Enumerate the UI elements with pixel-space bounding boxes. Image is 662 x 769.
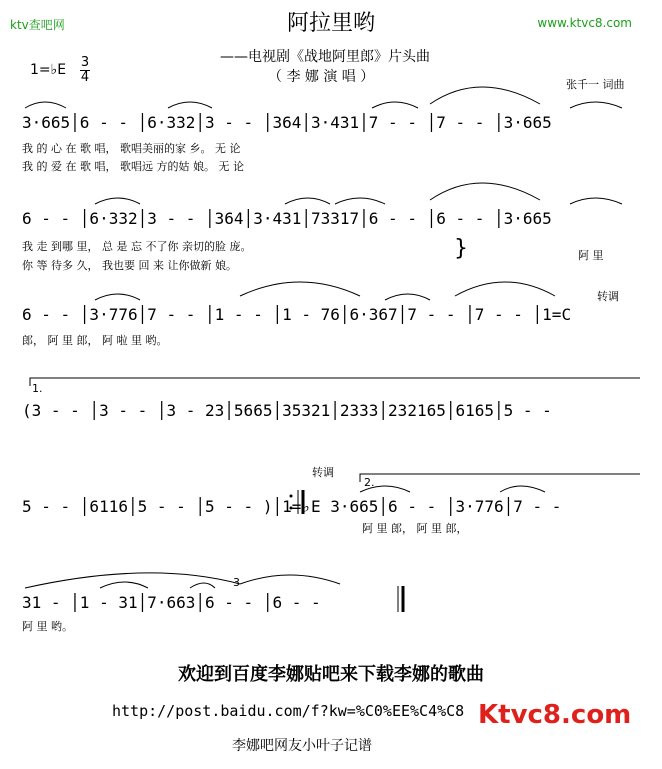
song-subtitle: ——电视剧《战地阿里郎》片头曲 [220, 49, 430, 65]
notation-row-4: (3 - - │3 - - │3 - 23│5665│35321│2333│232165│6165│5 - - [22, 401, 552, 420]
lyric-row-1-verse-2: 我 的 爱 在 歌 唱， 歌唱远 方的姑 娘。 无 论 [22, 160, 244, 173]
notation-row-6: 31 - │1 - 31│7·663│6 - - │6 - - [22, 593, 321, 612]
lyric-row-2-side: 阿 里 [578, 249, 604, 262]
ktvc8-logo: Ktvc8.com [478, 700, 632, 730]
singer-line: （ 李 娜 演 唱 ） [268, 69, 375, 85]
time-top: 3 [80, 55, 90, 70]
lyric-row-6: 阿 里 哟。 [22, 620, 73, 633]
download-banner: 欢迎到百度李娜贴吧来下载李娜的歌曲 [178, 664, 484, 685]
lyric-row-2-verse-2: 你 等 待多 久， 我也要 回 来 让你做新 娘。 [22, 259, 237, 272]
notation-row-3: 6 - - │3·776│7 - - │1 - - │1 - 76│6·367│7 - - │7 - - │1=C [22, 305, 572, 324]
lyric-row-5: 阿 里 郎， 阿 里 郎， [362, 522, 468, 535]
notation-row-1: 3·665│6 - - │6·332│3 - - │364│3·431│7 - - │7 - - │3·665 [22, 113, 552, 132]
triplet-mark: 3 [233, 576, 240, 589]
tieba-url[interactable]: http://post.baidu.com/f?kw=%C0%EE%C4%C8 [112, 702, 465, 720]
time-bottom: 4 [80, 70, 90, 85]
modulation-hint-row-3: 转调 [597, 290, 619, 303]
site-name-left: ktv查吧网 [10, 18, 65, 32]
notation-row-5: 5 - - │6116│5 - - │5 - - )│1=♭E 3·665│6 - - │3·776│7 - - [22, 497, 562, 516]
composer-credit: 张千一 词曲 [566, 78, 625, 91]
verse-brace: } [454, 236, 468, 261]
modulation-hint-row-5: 转调 [312, 466, 334, 479]
notation-row-2: 6 - - │6·332│3 - - │364│3·431│73317│6 - - │6 - - │3·665 [22, 209, 552, 228]
second-ending-mark: 2. [364, 476, 375, 489]
lyric-row-3: 郎， 阿 里 郎， 阿 啦 里 哟。 [22, 334, 168, 347]
transcriber-credit: 李娜吧网友小叶子记谱 [232, 738, 372, 754]
song-title: 阿拉里哟 [286, 11, 375, 36]
key-signature: 1=♭E [30, 62, 67, 78]
lyric-row-2-verse-1: 我 走 到哪 里， 总 是 忘 不了你 亲切的脸 庞。 [22, 240, 252, 253]
lyric-row-1-verse-1: 我 的 心 在 歌 唱， 歌唱美丽的家 乡。 无 论 [22, 142, 241, 155]
site-url-right[interactable]: www.ktvc8.com [537, 16, 632, 30]
first-ending-mark: 1. [32, 382, 43, 395]
